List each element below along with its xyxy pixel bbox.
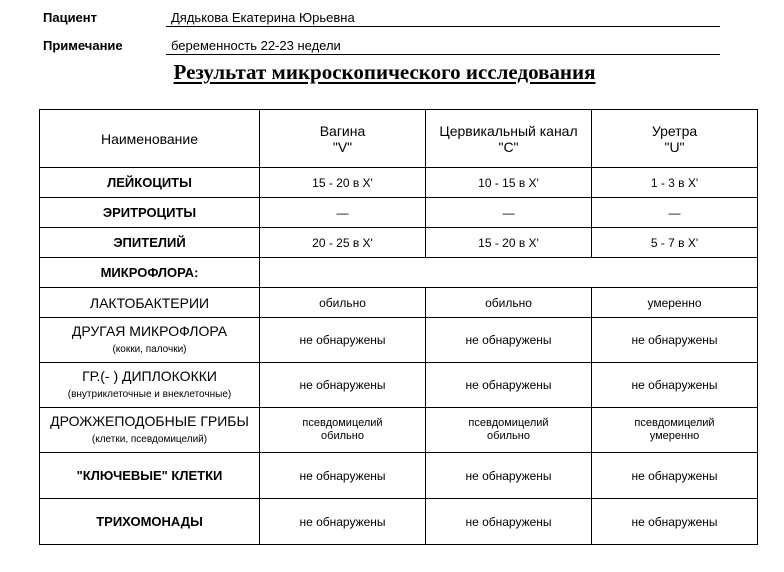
column-code: "V" bbox=[332, 138, 353, 155]
row-name: ДРОЖЖЕПОДОБНЫЕ ГРИБЫ bbox=[50, 413, 249, 429]
note-label: Примечание bbox=[43, 38, 123, 53]
column-header-urethra bbox=[592, 110, 758, 168]
patient-row bbox=[0, 8, 784, 28]
results-table bbox=[39, 109, 758, 545]
row-value: обильно bbox=[260, 288, 426, 318]
column-name: Вагина bbox=[319, 122, 366, 139]
row-name-cell bbox=[40, 318, 260, 363]
column-header-name: Наименование bbox=[40, 110, 260, 168]
table-row bbox=[40, 453, 758, 499]
note-underline bbox=[166, 54, 720, 55]
table-row bbox=[40, 288, 758, 318]
row-value: 5 - 7 в Х' bbox=[592, 228, 758, 258]
row-name: "КЛЮЧЕВЫЕ" КЛЕТКИ bbox=[40, 453, 260, 499]
column-code: "U" bbox=[664, 138, 685, 155]
row-name: ЛАКТОБАКТЕРИИ bbox=[40, 288, 260, 318]
row-value: не обнаружены bbox=[592, 453, 758, 499]
table-row bbox=[40, 499, 758, 545]
section-empty-cell bbox=[260, 258, 758, 288]
row-value: не обнаружены bbox=[260, 363, 426, 408]
row-value: не обнаружены bbox=[426, 318, 592, 363]
section-name: МИКРОФЛОРА: bbox=[40, 258, 260, 288]
table-section-row bbox=[40, 258, 758, 288]
row-name: ДРУГАЯ МИКРОФЛОРА bbox=[71, 323, 228, 339]
row-value: — bbox=[260, 198, 426, 228]
row-name: ГР.(- ) ДИПЛОКОККИ bbox=[82, 368, 217, 384]
row-value: не обнаружены bbox=[426, 453, 592, 499]
row-value: 1 - 3 в Х' bbox=[592, 168, 758, 198]
row-value bbox=[260, 408, 426, 453]
column-code: "C" bbox=[498, 138, 519, 155]
column-name: Цервикальный канал bbox=[439, 122, 578, 139]
table-row bbox=[40, 408, 758, 453]
value-line: обильно bbox=[487, 430, 530, 442]
table-row bbox=[40, 198, 758, 228]
patient-underline bbox=[166, 26, 720, 27]
row-value: обильно bbox=[426, 288, 592, 318]
row-value: 10 - 15 в Х' bbox=[426, 168, 592, 198]
table-row bbox=[40, 318, 758, 363]
value-line: псевдомицелий bbox=[634, 417, 715, 429]
row-subname: (внутриклеточные и внеклеточные) bbox=[67, 389, 232, 400]
row-value: не обнаружены bbox=[592, 363, 758, 408]
document-title bbox=[0, 60, 784, 85]
row-name: ЛЕЙКОЦИТЫ bbox=[40, 168, 260, 198]
row-value bbox=[426, 408, 592, 453]
document-title-text: Результат микроскопического исследования bbox=[173, 60, 596, 84]
row-value: не обнаружены bbox=[426, 499, 592, 545]
value-line: умеренно bbox=[649, 430, 700, 442]
column-header-cervical bbox=[426, 110, 592, 168]
table-row bbox=[40, 168, 758, 198]
row-name: ЭРИТРОЦИТЫ bbox=[40, 198, 260, 228]
row-value: — bbox=[426, 198, 592, 228]
row-value: не обнаружены bbox=[426, 363, 592, 408]
row-value: не обнаружены bbox=[592, 499, 758, 545]
patient-value: Дядькова Екатерина Юрьевна bbox=[171, 10, 355, 25]
table-row bbox=[40, 228, 758, 258]
column-header-vagina bbox=[260, 110, 426, 168]
row-subname: (клетки, псевдомицелий) bbox=[91, 434, 208, 445]
row-value: не обнаружены bbox=[260, 318, 426, 363]
row-subname: (кокки, палочки) bbox=[112, 344, 187, 355]
row-value: 15 - 20 в Х' bbox=[260, 168, 426, 198]
row-value: не обнаружены bbox=[260, 499, 426, 545]
patient-label: Пациент bbox=[43, 10, 98, 25]
row-name-cell bbox=[40, 363, 260, 408]
row-value: 15 - 20 в Х' bbox=[426, 228, 592, 258]
value-line: псевдомицелий bbox=[468, 417, 549, 429]
row-value: умеренно bbox=[592, 288, 758, 318]
row-value bbox=[592, 408, 758, 453]
table-header-row bbox=[40, 110, 758, 168]
row-name: ЭПИТЕЛИЙ bbox=[40, 228, 260, 258]
note-row bbox=[0, 36, 784, 56]
value-line: обильно bbox=[321, 430, 364, 442]
row-name-cell bbox=[40, 408, 260, 453]
row-value: — bbox=[592, 198, 758, 228]
row-value: 20 - 25 в Х' bbox=[260, 228, 426, 258]
row-value: не обнаружены bbox=[260, 453, 426, 499]
value-line: псевдомицелий bbox=[302, 417, 383, 429]
row-value: не обнаружены bbox=[592, 318, 758, 363]
note-value: беременность 22-23 недели bbox=[171, 38, 341, 53]
row-name: ТРИХОМОНАДЫ bbox=[40, 499, 260, 545]
table-row bbox=[40, 363, 758, 408]
column-name: Уретра bbox=[651, 122, 698, 139]
